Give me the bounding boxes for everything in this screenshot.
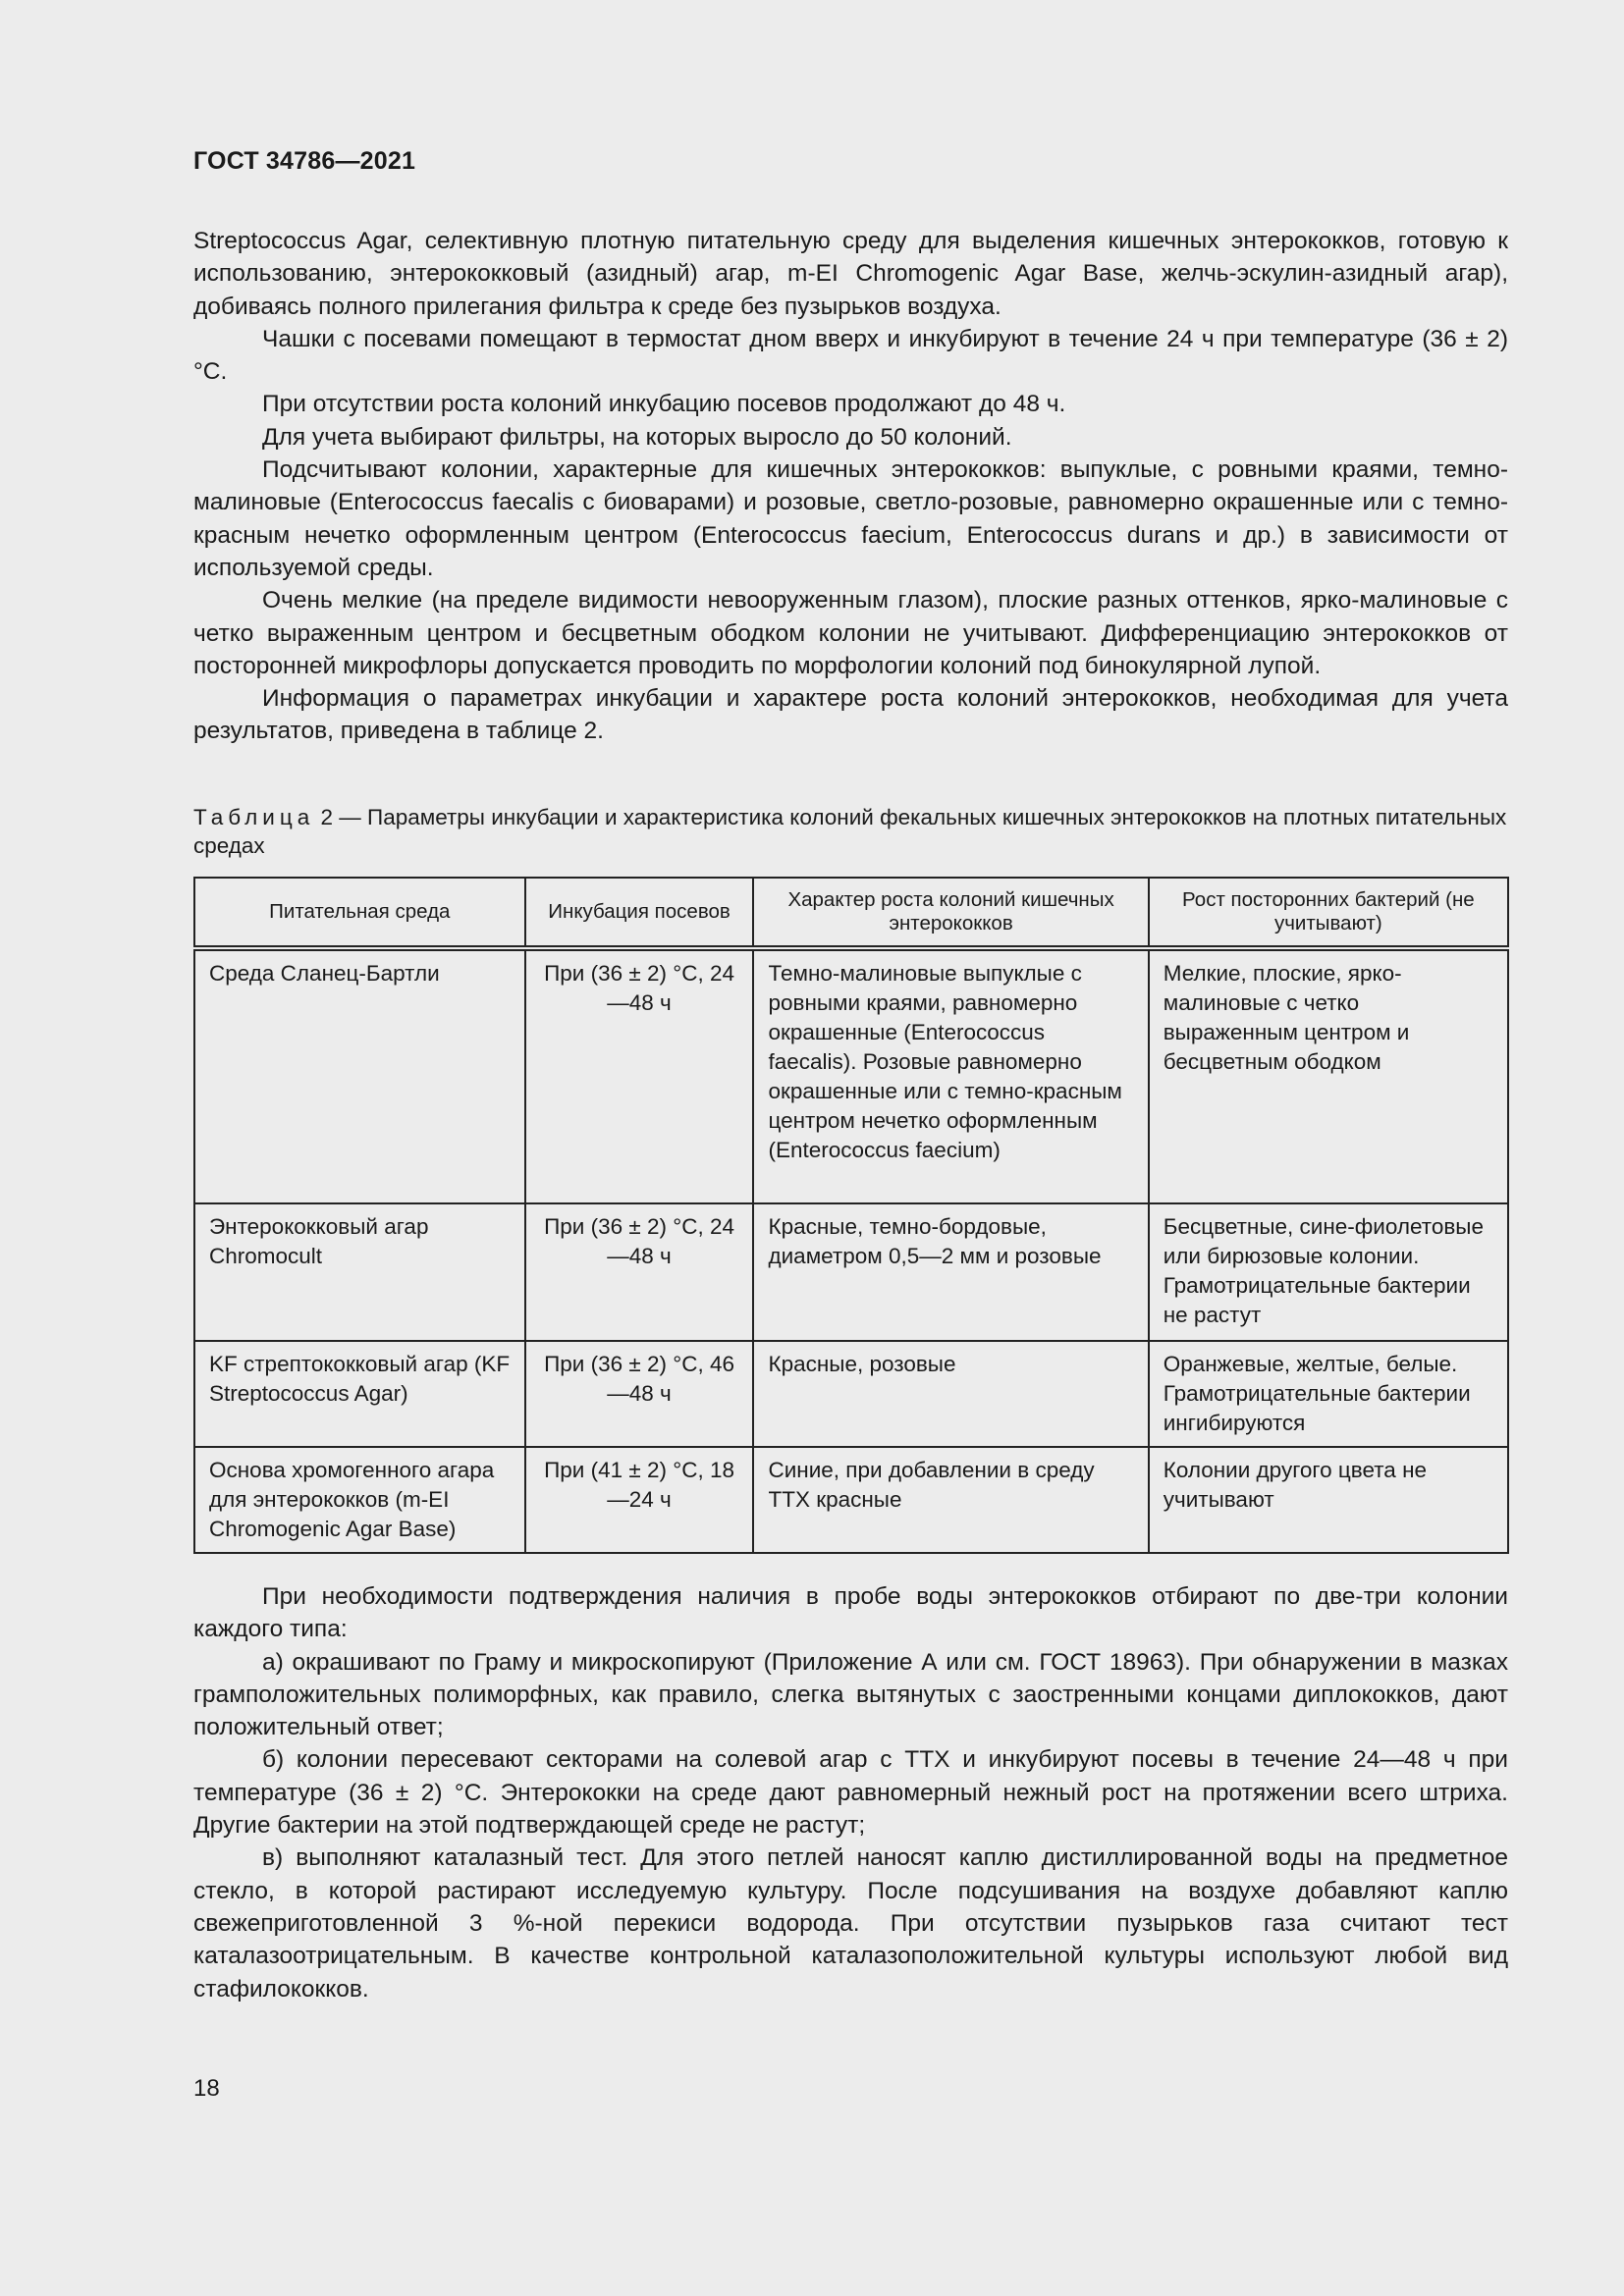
top-text-block <box>193 225 1508 748</box>
paragraph: в) выполняют каталазный тест. Для этого петлей наносят каплю дистиллированной воды на предметное стекло, в которой растирают исследуемую культуру. После подсушивания на воздухе добавляют каплю свежеприготовленной 3 %-ной перекиси водорода. При отсутствии пузырьков газа считают тест каталазоотрицательным. В качестве контрольной каталазоположительной культуры используют любой вид стафилококков. <box>193 1844 1508 2002</box>
table-caption-label: Таблица <box>193 805 315 829</box>
paragraph: При необходимости подтверждения наличия в пробе воды энтерококков отбирают по две-три колонии каждого типа: <box>193 1583 1508 1643</box>
paragraph: Чашки с посевами помещают в термостат дном вверх и инкубируют в течение 24 ч при температуре (36 ± 2) °C. <box>193 325 1508 386</box>
cell-growth: Красные, розовые <box>753 1341 1148 1447</box>
table-row <box>194 948 1508 1203</box>
cell-medium: Среда Сланец-Бартли <box>194 948 525 1203</box>
column-header-medium: Питательная среда <box>194 878 525 948</box>
cell-foreign: Колонии другого цвета не учитывают <box>1149 1447 1508 1553</box>
table-caption-text: — Параметры инкубации и характеристика колоний фекальных кишечных энтерококков на плотных питательных средах <box>193 805 1507 858</box>
column-header-growth: Характер роста колоний кишечных энтерококков <box>753 878 1148 948</box>
cell-medium: Энтерококковый агар Chromocult <box>194 1203 525 1341</box>
paragraph: Подсчитывают колонии, характерные для кишечных энтерококков: выпуклые, с ровными краями, темно-малиновые (Enterococcus faecalis с биоварами) и розовые, светло-розовые, равномерно окрашенные или с темно-красным нечетко оформленным центром (Enterococcus faecium, Enterococcus durans и др.) в зависимости от используемой среды. <box>193 456 1508 581</box>
cell-growth: Красные, темно-бордовые, диаметром 0,5—2 мм и розовые <box>753 1203 1148 1341</box>
column-header-foreign: Рост посторонних бактерий (не учитывают) <box>1149 878 1508 948</box>
cell-medium: Основа хромогенного агара для энтерококков (m-EI Chromogenic Agar Base) <box>194 1447 525 1553</box>
cell-growth: Темно-малиновые выпуклые с ровными краями, равномерно окрашенные (Enterococcus faecalis). Розовые равномерно окрашенные или с темно-красным центром нечетко оформленным (Enterococcus faecium) <box>753 948 1148 1203</box>
cell-foreign: Мелкие, плоские, ярко-малиновые с четко выраженным центром и бесцветным ободком <box>1149 948 1508 1203</box>
table-row <box>194 1203 1508 1341</box>
cell-incubation: При (36 ± 2) °С, 24—48 ч <box>525 1203 754 1341</box>
cell-growth: Синие, при добавлении в среду ТТХ красные <box>753 1447 1148 1553</box>
paragraph: Streptococcus Agar, селективную плотную питательную среду для выделения кишечных энтерококков, готовую к использованию, энтерококковый (азидный) агар, m-EI Chromogenic Agar Base, желчь-эскулин-азидный агар), добиваясь полного прилегания фильтра к среде без пузырьков воздуха. <box>193 228 1508 320</box>
cell-incubation: При (36 ± 2) °С, 24—48 ч <box>525 948 754 1203</box>
paragraph: а) окрашивают по Граму и микроскопируют (Приложение А или см. ГОСТ 18963). При обнаружении в мазках грамположительных полиморфных, как правило, слегка вытянутых с заостренными концами диплококков, дают положительный ответ; <box>193 1648 1508 1741</box>
paragraph: б) колонии пересевают секторами на солевой агар с ТТХ и инкубируют посевы в течение 24—48 ч при температуре (36 ± 2) °С. Энтерококки на среде дают равномерный нежный рост на протяжении всего штриха. Другие бактерии на этой подтверждающей среде не растут; <box>193 1746 1508 1840</box>
cell-incubation: При (36 ± 2) °С, 46—48 ч <box>525 1341 754 1447</box>
incubation-parameters-table <box>193 877 1509 1554</box>
cell-incubation: При (41 ± 2) °С, 18—24 ч <box>525 1447 754 1553</box>
paragraph: Для учета выбирают фильтры, на которых выросло до 50 колоний. <box>262 423 1012 451</box>
page-number: 18 <box>193 2075 220 2102</box>
paragraph: При отсутствии роста колоний инкубацию посевов продолжают до 48 ч. <box>262 391 1066 418</box>
table-header-row <box>194 878 1508 948</box>
table-row <box>194 1341 1508 1447</box>
table-caption-number: 2 <box>320 805 334 829</box>
table-row <box>194 1447 1508 1553</box>
document-header: ГОСТ 34786—2021 <box>193 147 416 175</box>
bottom-text-block <box>193 1580 1508 2005</box>
cell-foreign: Бесцветные, сине-фиолетовые или бирюзовые колонии. Грамотрицательные бактерии не растут <box>1149 1203 1508 1341</box>
cell-foreign: Оранжевые, желтые, белые. Грамотрицательные бактерии ингибируются <box>1149 1341 1508 1447</box>
table-caption <box>193 803 1508 860</box>
cell-medium: KF стрептококковый агар (KF Streptococcus Agar) <box>194 1341 525 1447</box>
column-header-incubation: Инкубация посевов <box>525 878 754 948</box>
paragraph: Информация о параметрах инкубации и характере роста колоний энтерококков, необходимая для учета результатов, приведена в таблице 2. <box>193 685 1508 745</box>
paragraph: Очень мелкие (на пределе видимости невооруженным глазом), плоские разных оттенков, ярко-малиновые с четко выраженным центром и бесцветным ободком колонии не учитывают. Дифференциацию энтерококков от посторонней микрофлоры допускается проводить по морфологии колоний под бинокулярной лупой. <box>193 587 1508 679</box>
